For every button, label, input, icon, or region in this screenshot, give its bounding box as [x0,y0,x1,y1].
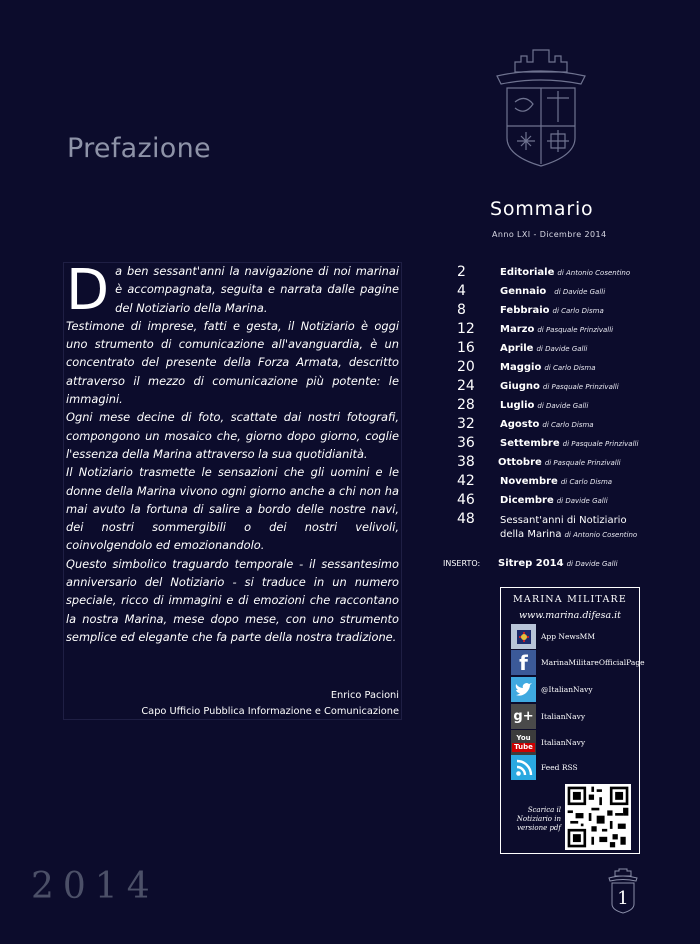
year-label: 2014 [31,866,159,907]
toc-author: di Davide Galli [537,402,589,410]
toc-page: 8 [457,302,466,318]
page-title: Prefazione [67,133,211,164]
preface-body [66,258,399,646]
preface-paragraph: Ogni mese decine di foto, scattate dai nostri fotografi, compongono un mosaico che, giorno dopo giorno, coglie l'essenza della Marina attraverso la sua quotidianità. [66,410,399,461]
signature [141,688,399,720]
toc-author: di Antonio Cosentino [564,531,638,539]
toc-page: 4 [457,283,466,299]
toc-author: di Carlo Disma [542,421,594,429]
issue-date: Anno LXI - Dicembre 2014 [492,230,607,239]
toc-page: 16 [457,340,475,356]
social-label: App NewsMM [541,632,596,641]
preface-paragraph: Testimone di imprese, fatti e gesta, il Notiziario è oggi uno strumento di comunicazione all'avanguardia, è un concentrato del presente della Forza Armata, descritto attraverso il mezzo di comunicazione più potente: le immagini. [66,318,399,407]
toc-author: di Davide Galli [554,288,606,296]
facebook-icon: f [511,650,536,675]
youtube-icon: You Tube [511,730,536,755]
app-icon [511,624,536,649]
navy-crest-icon [493,42,589,172]
toc-section: Novembre [500,476,558,487]
toc-page: 36 [457,435,475,451]
toc-section: Ottobre [498,457,542,468]
toc-author: di Carlo Disma [544,364,596,372]
toc-page: 32 [457,416,475,432]
toc-section: Sitrep 2014 [498,558,564,569]
sommario-title: Sommario [490,198,594,220]
toc-page: 42 [457,473,475,489]
toc-section: Dicembre [500,495,554,506]
toc-section: Settembre [500,438,560,449]
toc-section: Agosto [500,419,540,430]
twitter-icon [511,677,536,702]
social-label: ItalianNavy [541,712,586,721]
toc-section: Gennaio [500,286,547,297]
page-number: 1 [617,888,629,909]
download-text: Scarica il Notiziario in versione pdf [516,806,561,832]
toc-page: 38 [457,454,475,470]
social-title: MARINA MILITARE [513,594,627,605]
preface-paragraph: a ben sessant'anni la navigazione di noi marinai è accompagnata, seguita e narrata dalle pagine del Notiziario della Marina. [115,264,399,315]
toc-page: 28 [457,397,475,413]
drop-cap: D [66,258,110,323]
website-link[interactable]: www.marina.difesa.it [518,610,621,621]
toc-author: di Pasquale Prinzivalli [562,440,639,448]
inserto-label: INSERTO: [443,559,481,568]
toc-author: di Davide Galli [556,497,608,505]
toc-author: di Carlo Disma [560,478,613,486]
toc-section: Editoriale [500,267,555,278]
toc-page: 46 [457,492,475,508]
toc-section-cont: della Marina [500,529,562,540]
googleplus-icon: g+ [511,704,536,729]
page-number-badge [607,868,639,914]
social-panel [500,587,645,854]
toc-entry-inserto[interactable] [443,555,663,573]
toc-section: Maggio [500,362,542,373]
social-label: ItalianNavy [541,738,586,747]
preface-paragraph: Questo simbolico traguardo temporale - il sessantesimo anniversario del Notiziario - si traduce in un numero speciale, ricco di immagini e di emozioni che raccontano la nostra Marina, mese dopo mese, con uno strumento semplice ed elegante che fa parte della nostra tradizione. [66,556,399,644]
toc-author: di Antonio Cosentino [557,269,631,277]
preface-paragraph: Il Notiziario trasmette le sensazioni che gli uomini e le donne della Marina vivono ogni giorno anche a chi non ha mai avuto la fortuna di salire a bordo delle nostre navi, dei nostri sommergibili o dei nostri velivoli, coinvolgendolo ed emozionandolo. [66,465,399,553]
toc-section: Marzo [500,324,535,335]
toc-author: di Pasquale Prinzivalli [537,326,614,334]
signature-role: Capo Ufficio Pubblica Informazione e Comunicazione [141,706,399,717]
toc-page: 12 [457,321,475,337]
toc-page: 2 [457,264,466,280]
signature-name: Enrico Pacioni [330,690,399,701]
social-label: @ItalianNavy [541,685,593,694]
toc-page: 24 [457,378,475,394]
social-label: MarinaMilitareOfficialPage [541,658,645,667]
social-label: Feed RSS [541,763,578,772]
toc-page: 20 [457,359,475,375]
toc-section: Sessant'anni di Notiziario [500,515,627,526]
toc-section: Febbraio [500,305,550,316]
rss-icon [511,755,536,780]
toc-author: di Pasquale Prinzivalli [542,383,619,391]
toc-author: di Davide Galli [566,560,618,568]
toc-author: di Carlo Disma [552,307,604,315]
qr-code-icon[interactable] [565,784,631,850]
toc-section: Luglio [500,400,535,411]
toc-section: Giugno [500,381,540,392]
toc-section: Aprile [500,343,534,354]
toc-author: di Pasquale Prinzivalli [544,459,621,467]
toc-author: di Davide Galli [536,345,588,353]
toc-page: 48 [457,511,475,527]
